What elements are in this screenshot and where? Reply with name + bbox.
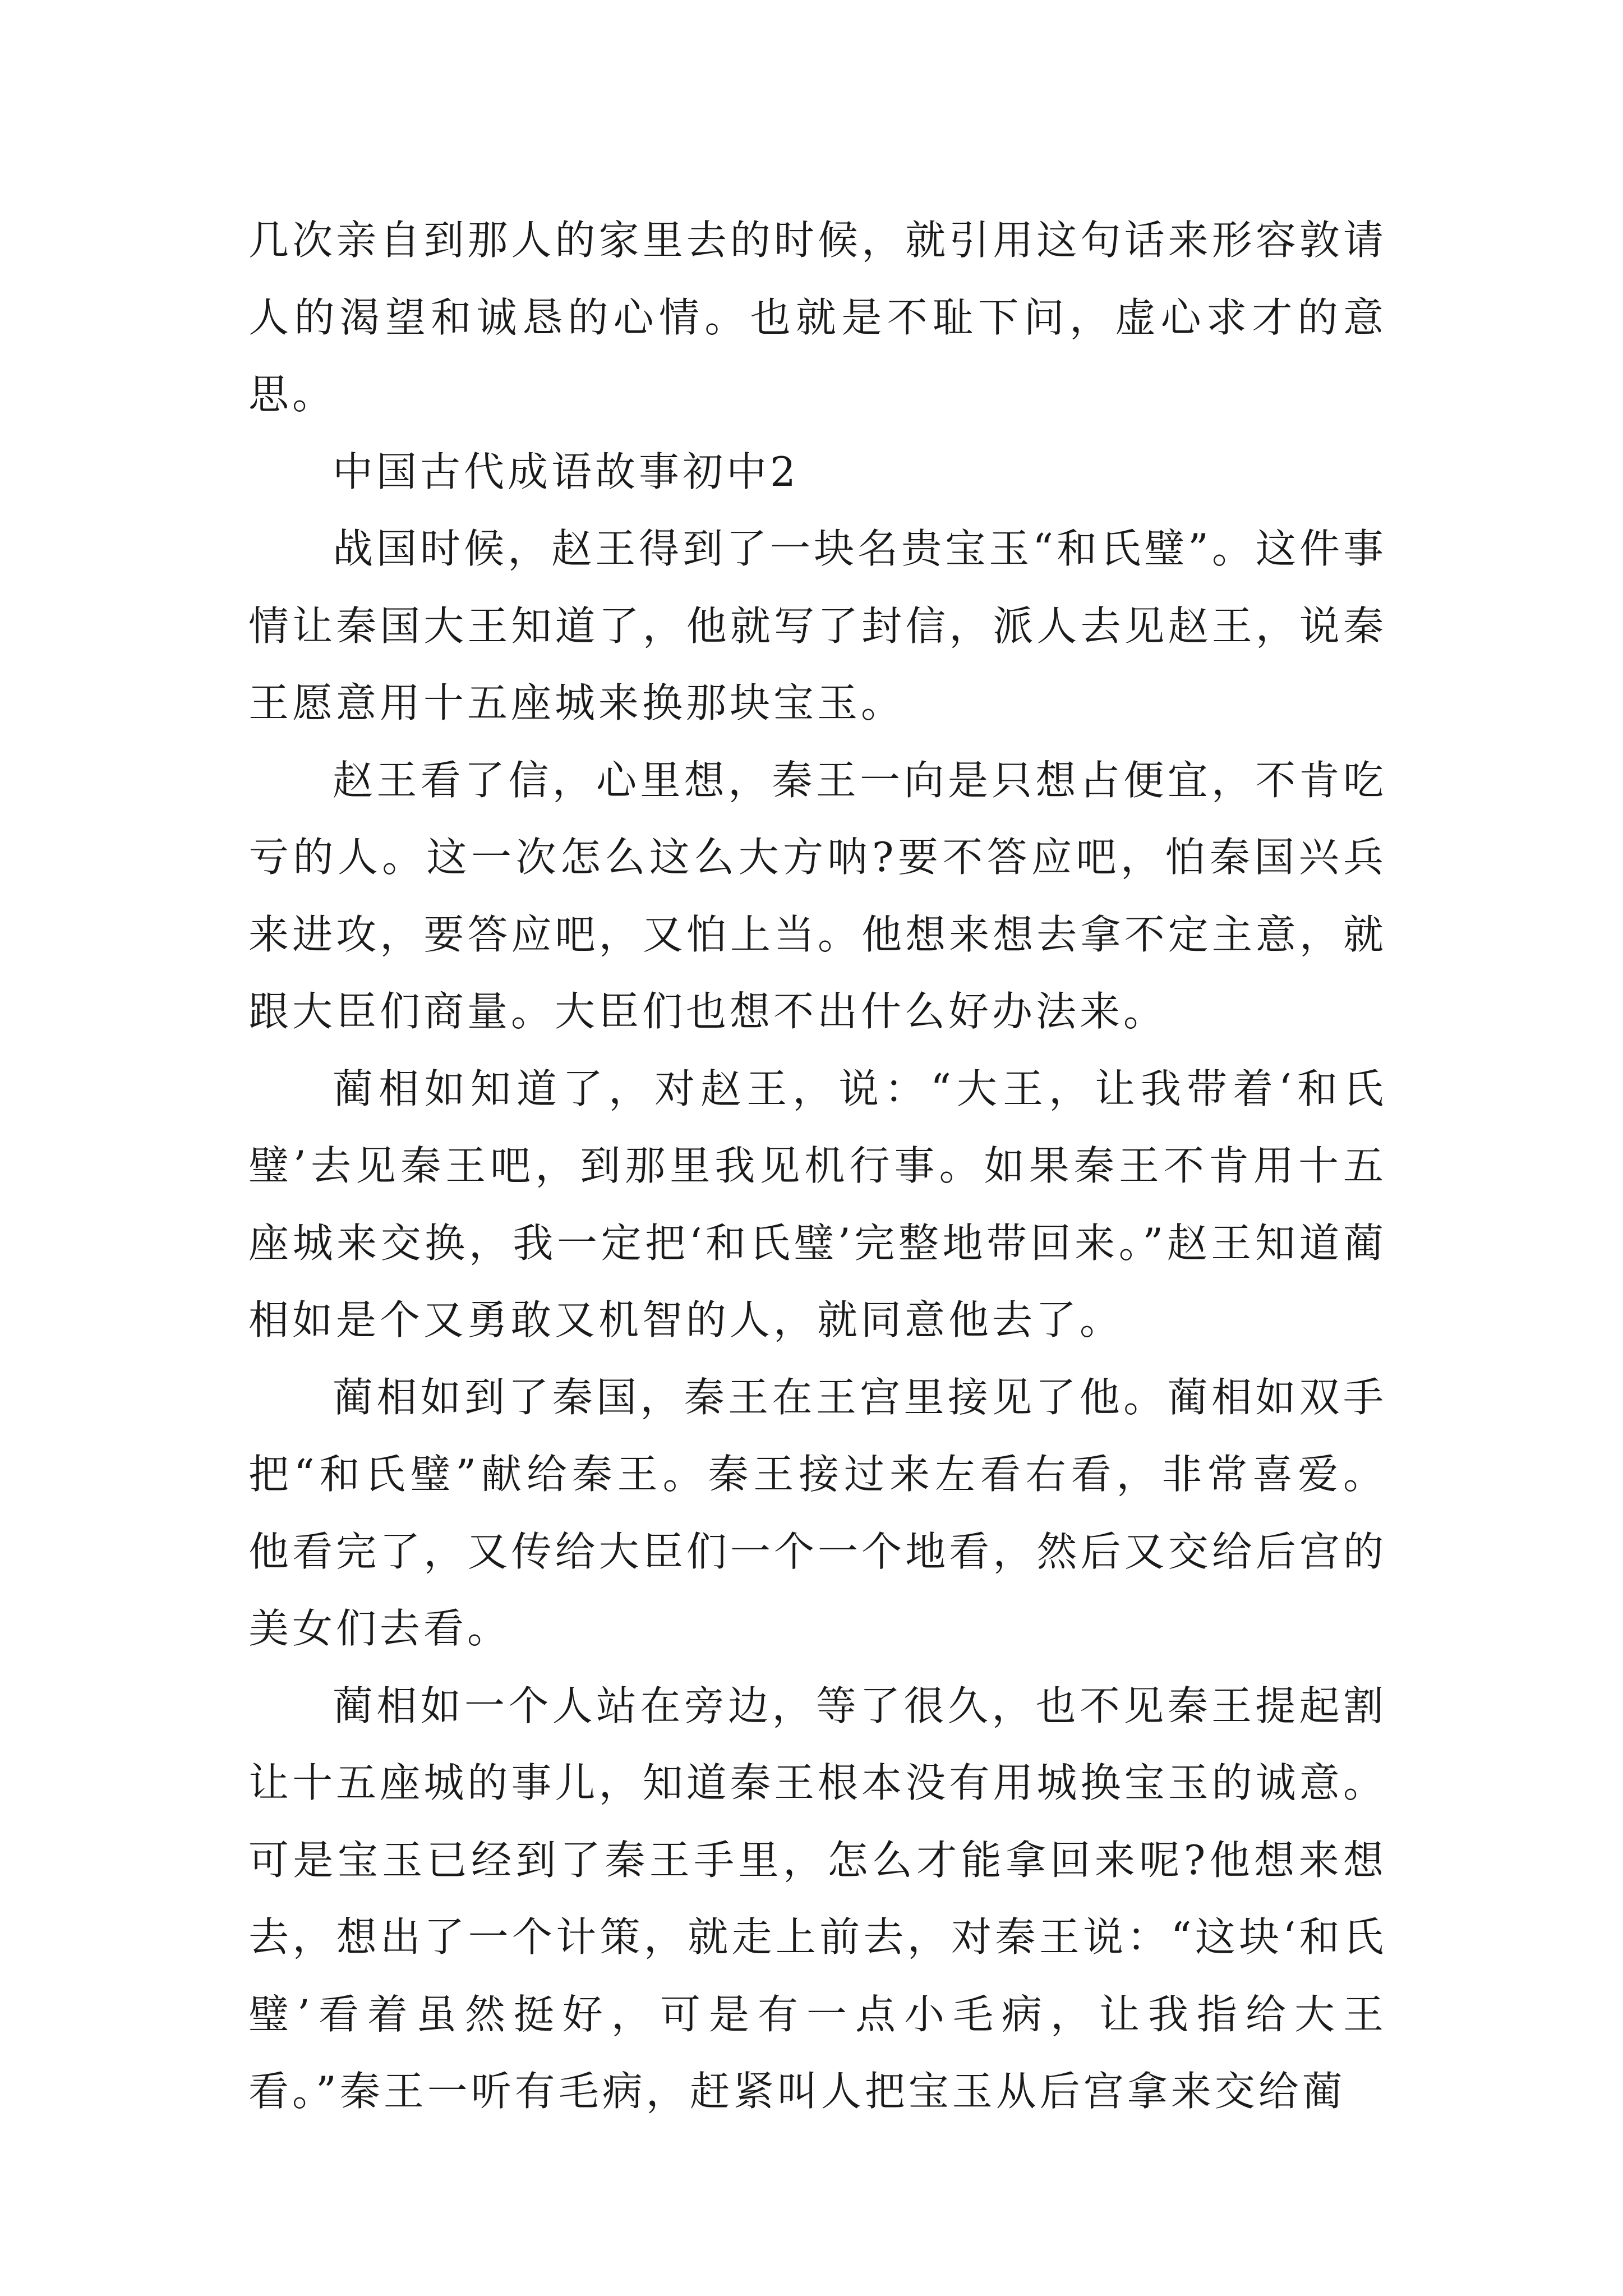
paragraph-2: 战国时候，赵王得到了一块名贵宝玉“和氏璧”。这件事情让秦国大王知道了，他就写了封信，派人去见赵王，说秦王愿意用十五座城来换那块宝玉。 [248,525,1387,726]
paragraph-3: 赵王看了信，心里想，秦王一向是只想占便宜，不肯吃亏的人。这一次怎么这么大方呐?要不答应吧，怕秦国兴兵来进攻，要答应吧，又怕上当。他想来想去拿不定主意，就跟大臣们商量。大臣们也想不出什么好办法来。 [248,756,1387,1035]
paragraph-4: 蔺相如知道了，对赵王，说：“大王，让我带着‘和氏璧’去见秦王吧，到那里我见机行事。如果秦王不肯用十五座城来交换，我一定把‘和氏璧’完整地带回来。”赵王知道蔺相如是个又勇敢又机智的人，就同意他去了。 [248,1065,1387,1343]
document-body [248,202,1387,2131]
paragraph-6: 蔺相如一个人站在旁边，等了很久，也不见秦王提起割让十五座城的事儿，知道秦王根本没有用城换宝玉的诚意。可是宝玉已经到了秦王手里，怎么才能拿回来呢?他想来想去，想出了一个计策，就走上前去，对秦王说：“这块‘和氏璧’看着虽然挺好，可是有一点小毛病，让我指给大王看。”秦王一听有毛病，赶紧叫人把宝玉从后宫拿来交给蔺 [248,1682,1387,2115]
paragraph-5: 蔺相如到了秦国，秦王在王宫里接见了他。蔺相如双手把“和氏璧”献给秦王。秦王接过来左看右看，非常喜爱。他看完了，又传给大臣们一个一个地看，然后又交给后宫的美女们去看。 [248,1373,1387,1652]
section-heading: 中国古代成语故事初中2 [333,448,799,495]
paragraph-1: 几次亲自到那人的家里去的时候，就引用这句话来形容敦请人的渴望和诚恳的心情。也就是不耻下问，虚心求才的意思。 [248,217,1387,418]
